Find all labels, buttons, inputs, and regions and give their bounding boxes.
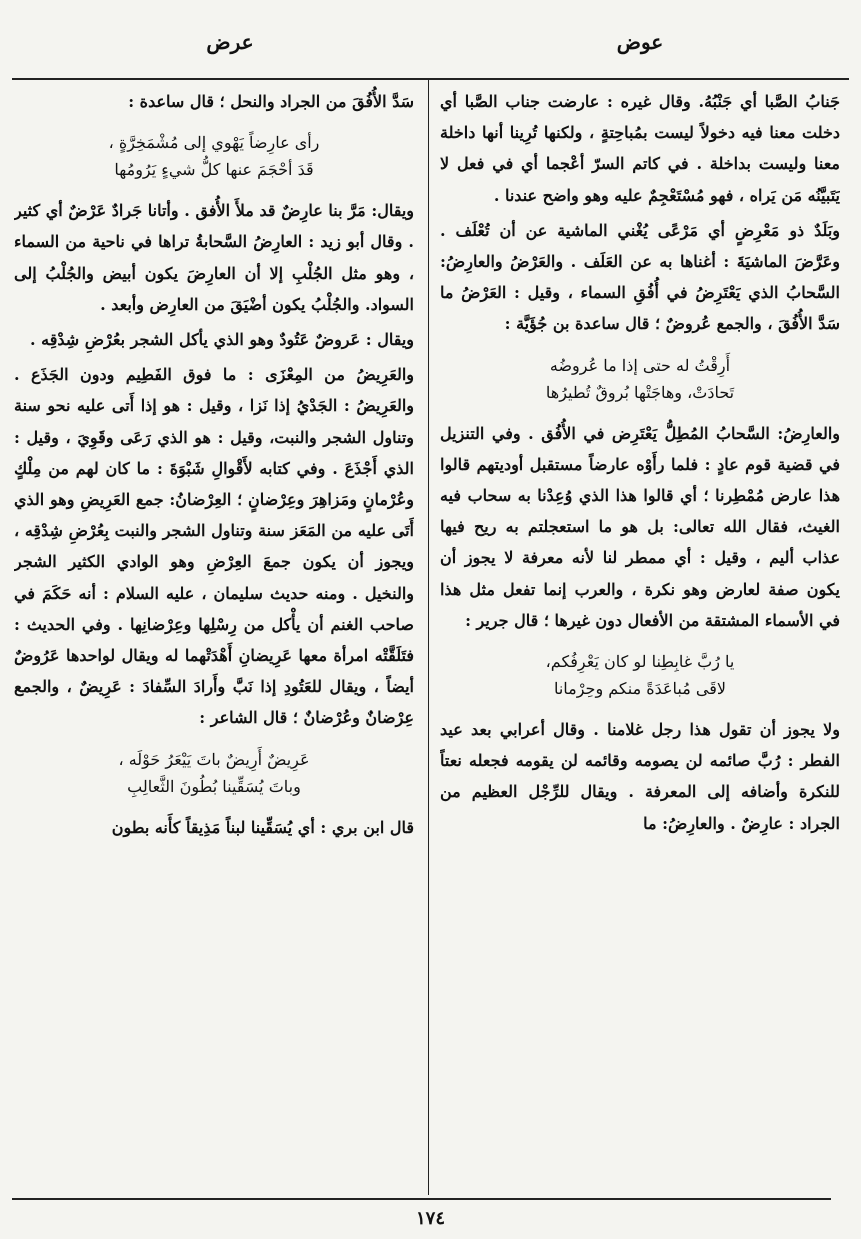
poem-line: لاقَى مُباعَدَةً منكم وحِرْمانا xyxy=(553,679,727,699)
top-rule xyxy=(12,78,849,80)
poem-verse xyxy=(14,746,414,800)
entry-paragraph: سَدَّ الأُفُقَ من الجراد والنحل ؛ قال ساعدة : xyxy=(128,92,414,111)
poem-line: رأى عارِضاً يَهْوي إلى مُشْمَخِرَّةٍ ، xyxy=(108,133,320,153)
poem-line: وباتَ يُسَقِّينا بُطُونَ الثَّعالِبِ xyxy=(127,776,301,796)
poem-verse xyxy=(440,352,840,406)
entry-paragraph: وبَلَدٌ ذو مَعْرِضٍ أي مَرْعًى يُغْني الماشية عن أن تُعْلَف . وعَرَّضَ الماشيَةَ : أغناها به عن العَلَف . والعَرْضُ والعارِضُ: السَّحابُ الذي يَعْتَرِضُ في أُفُقِ السماء ، وقيل : العَرْضُ ما سَدَّ الأُفُقَ ، والجمع عُروضٌ ؛ قال ساعدة بن جُؤَيَّة : xyxy=(440,220,840,334)
poem-line: عَرِيضٌ أَرِيضٌ باتَ يَيْعَرُ حَوْلَه ، xyxy=(118,749,310,769)
left-column xyxy=(14,86,414,1190)
poem-line: يا رُبَّ غابِطِنا لو كان يَعْرِفُكم، xyxy=(545,652,735,672)
entry-paragraph: قال ابن بري : أي يُسَقِّينا لبناً مَذِيقاً كأَنه بطون xyxy=(111,817,414,837)
poem-line: تَحادَتْ، وهاجَتْها بُروقٌ تُطيرُها xyxy=(545,382,735,402)
entry-paragraph: والعَرِيضُ من المِعْزَى : ما فوق الفَطِيم ودون الجَذَع . والعَرِيضُ : الجَدْيُ إذا نَزا ، وقيل : هو إذا أَتى عليه نحو سنة وتناول الشجر والنبت، وقيل : هو الذي رَعَى وقَوِيَ ، وقيل : الذي أَجْذَعَ . وفي كتابه لأَقْوالِ شَبْوَةَ : ما كان لهم من مِلْكٍ وعُرْمانٍ ومَزاهِرَ وعِرْضانٍ ؛ العِرْضانُ: جمع العَرِيضِ وهو الذي أَتَى عليه من المَعَز سنة وتناول الشجر والنبت بِعُرْضِ شِدْقِه ، ويجوز أن يكون جمعَ العِرْضِ وهو الوادي الكثير الشجر والنخيل . ومنه حديث سليمان ، عليه السلام : أنه حَكَمَ في صاحب الغنم أن يأْكل من رِسْلِها وعِرْضانِها . وفي الحديث : فتَلَقَّتْه امرأة معها عَرِيضانِ أَهْدَتْهما له ويقال لواحدها عَرُوضٌ أيضاً ، ويقال للعَتُودِ إذا نَبَّ وأَرادَ السِّفادَ : عَرِيضٌ ، والجمع عِرْضانٌ وعُرْضانٌ ؛ قال الشاعر : xyxy=(14,365,414,728)
entry-paragraph: ولا يجوز أن تقول هذا رجل غلامنا . وقال أعرابي بعد عيد الفطر : رُبَّ صائمه لن يصومه وقائمه لن يقومه فجعله نعتاً للنكرة وأضافه إلى المعرفة . ويقال للرِّجْل العظيم من الجراد : عارِضٌ . والعارِضُ: ما xyxy=(440,720,840,833)
bottom-rule xyxy=(12,1198,831,1200)
entry-paragraph: والعارِضُ: السَّحابُ المُطِلُّ يَعْتَرِض في الأُفُق . وفي التنزيل في قضية قوم عادٍ : فلما رأَوْه عارضاً مستقبل أوديتهم قالوا هذا عارض مُمْطِرنا ؛ أي قالوا هذا الذي وُعِدْنا به سحاب فيه الغيث، فقال الله تعالى: بل هو ما استعجلتم به ريح فيها عذاب أليم ، وقيل : أي ممطر لنا لأنه معرفة لا يجوز أن يكون صفة لعارض وهو نكرة ، والعرب إنما تفعل مثل هذا في الأسماء المشتقة من الأفعال دون غيرها ؛ قال جرير : xyxy=(440,423,840,630)
poem-line: أَرِقْتُ له حتى إذا ما عُروضُه xyxy=(549,355,731,375)
poem-line: قَدَ أحْجَمَ عنها كلُّ شيءٍ يَرُومُها xyxy=(114,160,314,180)
column-divider xyxy=(428,80,429,1195)
poem-verse xyxy=(14,129,414,183)
right-column xyxy=(440,86,840,1190)
entry-paragraph: ويقال: مَرَّ بنا عارِضٌ قد ملأَ الأُفق . وأتانا جَرادٌ عَرْضٌ أي كثير . وقال أبو زيد : العارِضُ السَّحابةُ تراها في ناحية من السماء ، وهو مثل الجُلْبِ إلا أن العارِضَ يكون أبيض والجُلْبُ إلى السواد. والجُلْبُ يكون أضْيَقَ من العارِض وأبعد . xyxy=(14,201,414,314)
page-number: ١٧٤ xyxy=(415,1208,445,1229)
entry-paragraph: جَنابُ الصَّبا أي جَنْبُهُ. وقال غيره : عارضت جناب الصَّبا أي دخلت معنا فيه دخولاً ليست بمُباحِتةٍ ، ولكنها تُرِينا أنها داخلة معنا وليست بداخلة . في كاتم السرّ أعْجما أي في فعل لا يَتَبيَّنُه مَن يَراه ، فهو مُسْتَعْجِمٌ عليه وهو واضح عندنا . xyxy=(440,92,840,205)
header-right-keyword: عوض xyxy=(616,30,664,54)
header-left-keyword: عرض xyxy=(206,30,254,54)
entry-paragraph: ويقال : عَروضٌ عَتُودٌ وهو الذي يأكل الشجر بعُرْضِ شِدْقِه . xyxy=(29,330,414,350)
poem-verse xyxy=(440,648,840,702)
